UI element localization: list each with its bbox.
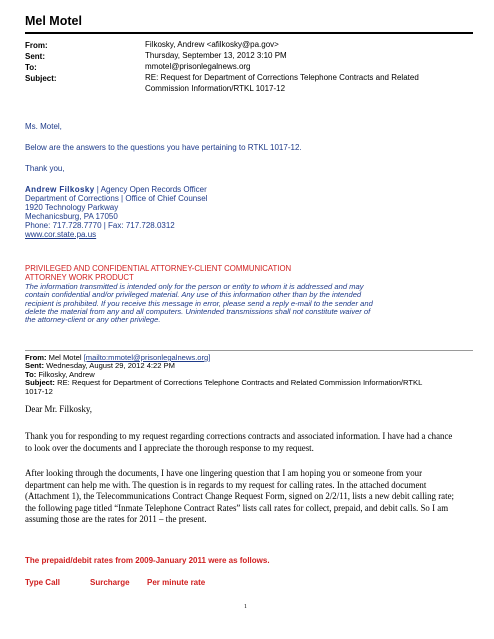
reply-body: Below are the answers to the questions you have pertaining to RTKL 1017-12. bbox=[25, 143, 302, 152]
notice-line-3: recipient is prohibited. If you receive this message in error, please send a reply e-mail to the sender and bbox=[25, 298, 373, 308]
notice-line-4: delete the material from any and all computers. Unintended transmissions shall not constitute waiver of bbox=[25, 306, 371, 316]
p2-line-5: assuming those are the rates for 2011 – the present. bbox=[25, 514, 207, 525]
p2-line-3: (Attachment 1), the Telecommunications Contract Change Request Form, signed on 2/2/11, lists a new debit calling rate; bbox=[25, 491, 454, 502]
fw-subject-line bbox=[25, 379, 470, 387]
reply-greeting: Ms. Motel, bbox=[25, 122, 62, 131]
fw-from-value: Mel Motel bbox=[46, 353, 84, 362]
reply-thanks: Thank you, bbox=[25, 164, 65, 173]
letter-paragraph-2 bbox=[25, 468, 477, 526]
sent-value: Thursday, September 13, 2012 3:10 PM bbox=[145, 51, 287, 60]
fw-to-value: Filkosky, Andrew bbox=[36, 369, 95, 379]
fw-to-label: To: bbox=[25, 369, 37, 379]
sent-label: Sent: bbox=[25, 52, 45, 61]
from-label: From: bbox=[25, 41, 48, 50]
column-surcharge: Surcharge bbox=[90, 578, 130, 587]
signature-address-1: 1920 Technology Parkway bbox=[25, 203, 119, 212]
subject-line-1: RE: Request for Department of Corrections Telephone Contracts and Related bbox=[145, 73, 419, 82]
letter-paragraph-1 bbox=[25, 431, 477, 454]
notice-line-2: contain confidential and/or privileged material. Any use of this information other than by the intended bbox=[25, 290, 362, 300]
fw-subject-label: Subject: bbox=[25, 378, 55, 388]
to-value: mmotel@prisonlegalnews.org bbox=[145, 62, 251, 71]
signature-dept: Department of Corrections | Office of Chief Counsel bbox=[25, 194, 208, 203]
signature-website-link[interactable]: www.cor.state.pa.us bbox=[25, 230, 97, 239]
privileged-heading: PRIVILEGED AND CONFIDENTIAL ATTORNEY-CLIENT COMMUNICATION bbox=[25, 264, 292, 273]
column-type-call: Type Call bbox=[25, 578, 60, 587]
forwarded-header bbox=[25, 354, 470, 396]
signature-address-2: Mechanicsburg, PA 17050 bbox=[25, 212, 118, 221]
rates-heading: The prepaid/debit rates from 2009-January 2011 were as follows. bbox=[25, 556, 270, 565]
fw-mailto-link[interactable]: [mailto:mmotel@prisonlegalnews.org] bbox=[83, 353, 211, 362]
signature-name: Andrew Filkosky bbox=[25, 185, 95, 194]
confidentiality-notice bbox=[25, 283, 470, 324]
subject-line-2: Commission Information/RTKL 1017-12 bbox=[145, 84, 286, 93]
subject-label: Subject: bbox=[25, 74, 57, 83]
fw-subject-value: RE: Request for Department of Corrections Telephone Contracts and Related Commission Information/RTKL bbox=[54, 378, 423, 388]
page-number: 1 bbox=[244, 604, 247, 610]
p2-line-2: department can help me with. The question is in regards to my request for calling rates. In the attached document bbox=[25, 479, 427, 490]
to-label: To: bbox=[25, 63, 37, 72]
signature-title: | Agency Open Records Officer bbox=[94, 185, 207, 194]
fw-subject-continued: 1017-12 bbox=[25, 386, 53, 396]
letter-greeting: Dear Mr. Filkosky, bbox=[25, 404, 92, 414]
fw-sent-label: Sent: bbox=[25, 361, 44, 371]
from-value: Filkosky, Andrew <afilkosky@pa.gov> bbox=[145, 40, 279, 49]
p1-line-1: Thank you for responding to my request regarding corrections contracts and associated information. I have had a chance bbox=[25, 431, 453, 441]
signature-phone: Phone: 717.728.7770 | Fax: 717.728.0312 bbox=[25, 221, 175, 230]
p2-line-4: the following page titled “Inmate Telephone Contract Rates” lists call rates for collect, prepaid, and debit calls. So I am bbox=[25, 502, 449, 513]
forward-separator bbox=[25, 350, 473, 351]
header-rule bbox=[25, 32, 473, 34]
mailbox-owner-name: Mel Motel bbox=[25, 14, 82, 28]
column-per-minute-rate: Per minute rate bbox=[147, 578, 206, 587]
fw-from-label: From: bbox=[25, 353, 47, 362]
p1-line-2: to look over the documents and I appreciate the thorough response to my request. bbox=[25, 442, 314, 453]
p2-line-1: After looking through the documents, I have one lingering question that I am hoping you or someone from your bbox=[25, 468, 423, 478]
work-product-heading: ATTORNEY WORK PRODUCT bbox=[25, 273, 134, 282]
notice-line-1: The information transmitted is intended only for the person or entity to whom it is addressed and may bbox=[25, 282, 364, 291]
fw-sent-value: Wednesday, August 29, 2012 4:22 PM bbox=[43, 361, 175, 371]
notice-line-5: the attorney-client or any other privilege. bbox=[25, 315, 161, 325]
